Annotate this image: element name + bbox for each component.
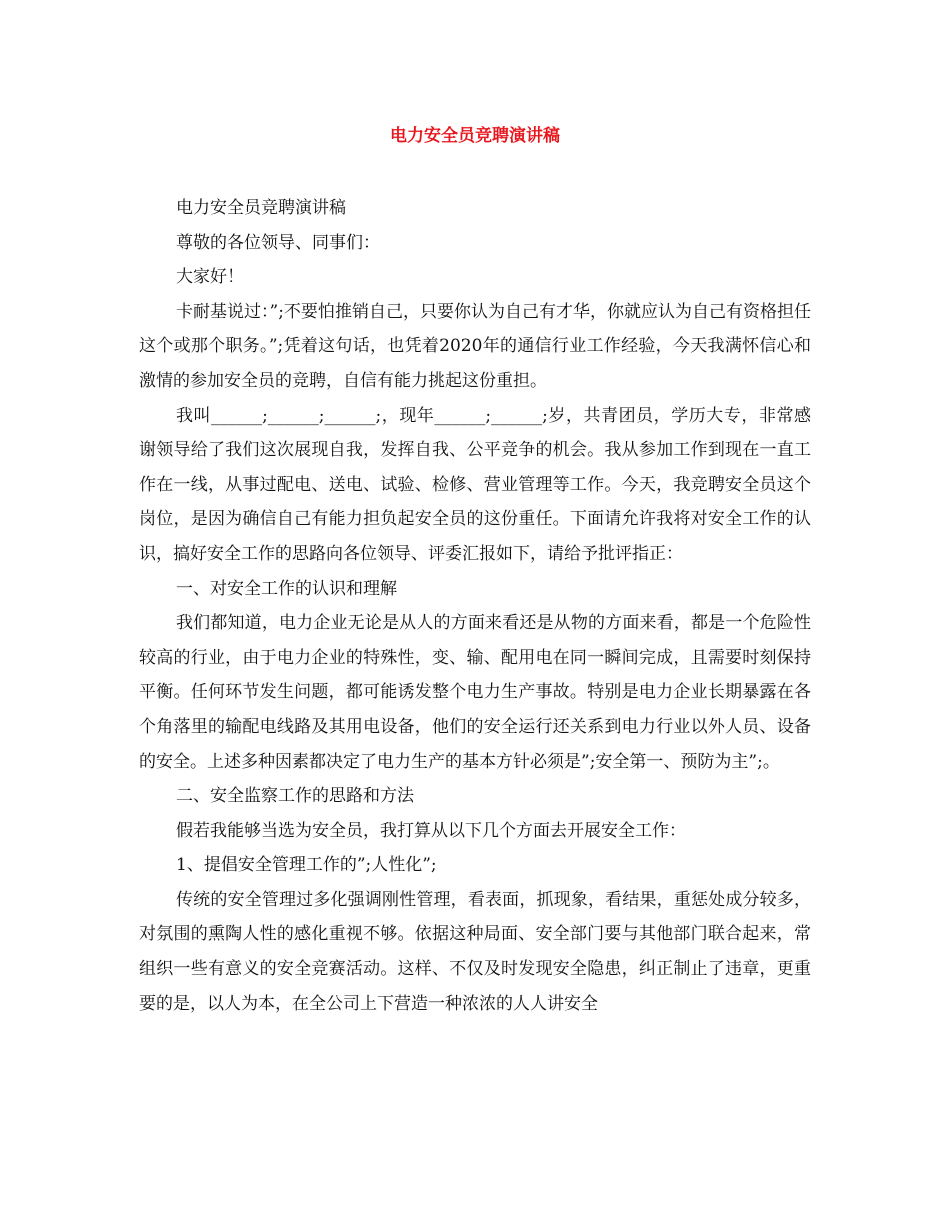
body-paragraph: 假若我能够当选为安全员，我打算从以下几个方面去开展安全工作： [176, 820, 686, 841]
body-paragraph: 传统的安全管理过多化强调刚性管理，看表面，抓现象，看结果，重惩处成分较多，对氛围的熏陶人性的感化重视不够。依据这种局面、安全部门要与其他部门联合起来，常组织一些有意义的安全竞赛活动。这样、不仅及时发现安全隐患，纠正制止了违章，更重要的是，以人为本，在全公司上下营造一种浓浓的人人讲安全 [139, 889, 811, 1014]
subsection-heading: 1、提倡安全管理工作的”;人性化”; [176, 855, 437, 876]
greeting-paragraph: 大家好！ [176, 267, 244, 288]
body-paragraph: 卡耐基说过：”;不要怕推销自己，只要你认为自己有才华，你就应认为自己有资格担任这个或那个职务。”;凭着这句话，也凭着2020年的通信行业工作经验，今天我满怀信心和激情的参加安全员的竞聘，自信有能力挑起这份重担。 [139, 301, 811, 391]
body-paragraph: 我叫______;______;______;，现年______;______;岁，共青团员，学历大专，非常感谢领导给了我们这次展现自我，发挥自我、公平竞争的机会。我从参加工作到现在一直工作在一线，从事过配电、送电、试验、检修、营业管理等工作。今天，我竞聘安全员这个岗位，是因为确信自己有能力担负起安全员的这份重任。下面请允许我将对安全工作的认识，搞好安全工作的思路向各位领导、评委汇报如下，请给予批评指正： [139, 405, 811, 564]
body-paragraph: 我们都知道，电力企业无论是从人的方面来看还是从物的方面来看，都是一个危险性较高的行业，由于电力企业的特殊性，变、输、配用电在同一瞬间完成，且需要时刻保持平衡。任何环节发生问题，都可能诱发整个电力生产事故。特别是电力企业长期暴露在各个角落里的输配电线路及其用电设备，他们的安全运行还关系到电力行业以外人员、设备的安全。上述多种因素都决定了电力生产的基本方针必须是”;安全第一、预防为主”;。 [139, 613, 811, 772]
salutation-paragraph: 尊敬的各位领导、同事们： [176, 232, 380, 253]
section-heading: 一、对安全工作的认识和理解 [176, 578, 397, 599]
document-body [139, 191, 811, 1021]
subtitle-paragraph: 电力安全员竞聘演讲稿 [176, 198, 346, 218]
document-title: 电力安全员竞聘演讲稿 [390, 126, 560, 146]
section-heading: 二、安全监察工作的思路和方法 [176, 786, 414, 807]
